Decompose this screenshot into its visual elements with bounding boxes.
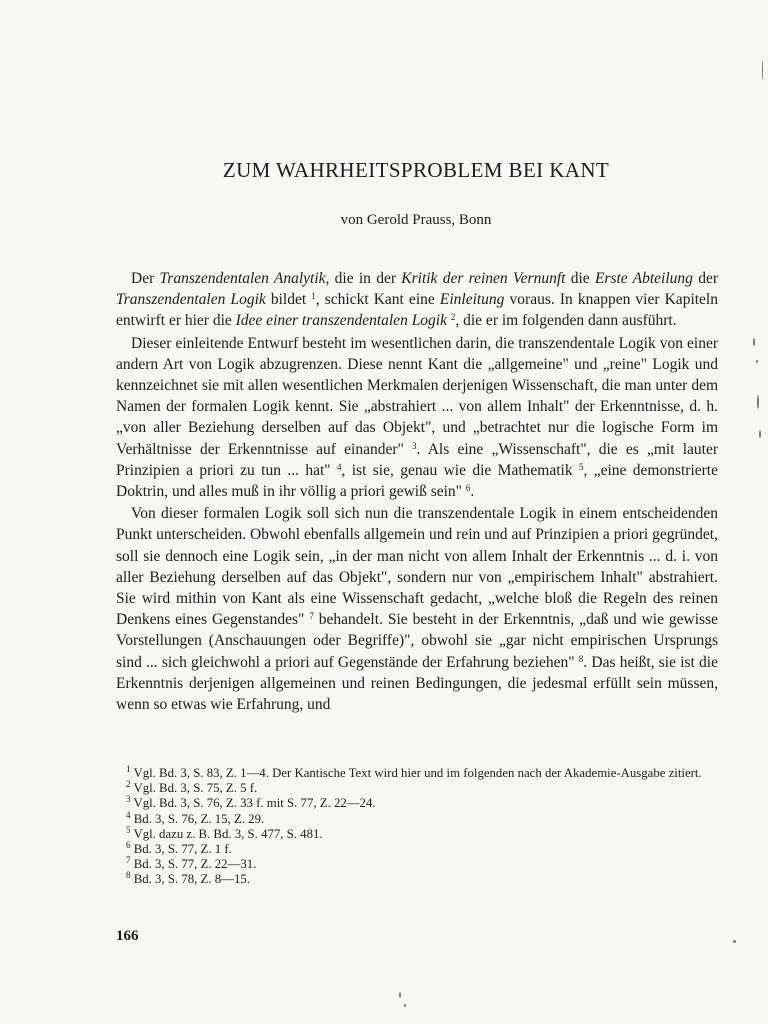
scan-speck [759, 430, 761, 438]
footnote-item [116, 781, 718, 796]
footnote-item [116, 872, 718, 887]
page-number: 166 [116, 928, 139, 944]
scan-speck [762, 60, 763, 80]
footnote-item [116, 857, 718, 872]
footnote-number: 7 [126, 855, 131, 866]
text-run: , die er im folgenden dann ausführt. [455, 312, 677, 330]
footnote-ref: 4 [336, 461, 342, 472]
footnote-ref: 6 [465, 483, 471, 494]
text-run: , ist sie, genau wie die Mathematik [341, 461, 579, 479]
footnote-text: Vgl. dazu z. B. Bd. 3, S. 477, S. 481. [130, 826, 323, 841]
footnote-number: 5 [126, 824, 131, 835]
footnote-number: 1 [126, 764, 131, 774]
footnote-ref: 7 [309, 611, 314, 622]
text-run: Dieser einleitende Entwurf besteht im wesentlichen darin, die transzendentale Logik von einer andern Art von Logik abzugrenzen. Diese nennt Kant die „allgemeine" und „reine" Logik und kennzeichnet sie mit allen wesentlichen Merkmalen derjenigen Wissenschaft, die man unter dem Namen der formalen Logik kennt. Sie „abstrahiert ... von allem Inhalt" der Erkenntnisse, d. h. „von aller Beziehung derselben auf das Objekt", und „betrachtet nur die logische Form im Verhältnisse der Erkenntnisse auf einander" [116, 334, 718, 458]
scan-speck [756, 360, 758, 363]
footnote-ref: 5 [578, 461, 584, 472]
text-run: voraus. In knappen vier Kapiteln entwirft er hier die [116, 291, 718, 330]
italic-text: Transzendentalen Analytik, [159, 270, 330, 287]
italic-text: Einleitung [439, 291, 505, 309]
text-run: der [692, 270, 718, 287]
author-line: von Gerold Prauss, Bonn [340, 212, 492, 228]
footnote-ref: 2 [450, 312, 456, 323]
footnote-ref: 8 [578, 653, 584, 664]
footnote-number: 2 [126, 779, 131, 790]
footnote-item [116, 842, 718, 857]
footnote-text: Bd. 3, S. 77, Z. 22—31. [130, 857, 257, 872]
body-paragraph [116, 268, 718, 332]
text-run: . Als eine „Wissenschaft", die es „mit lauter Prinzipien a priori zu tun ... hat" [116, 440, 718, 479]
footnote-text: Bd. 3, S. 78, Z. 8—15. [130, 872, 250, 887]
scan-speck [753, 338, 755, 346]
footnote-ref: 1 [311, 291, 316, 302]
text-run: , „eine demonstrierte Doktrin, und alles muß in ihr völlig a priori gewiß sein" [116, 461, 718, 501]
body-text [116, 268, 718, 715]
scan-speck [757, 395, 759, 409]
text-run: Der [131, 270, 160, 287]
text-run: bildet [265, 291, 312, 309]
text-run: . Das heißt, sie ist die Erkenntnis derjenigen allgemeinen und reinen Bedingungen, die jedesmal erfüllt sein müssen, wenn so etwas wie Erfahrung, und [116, 653, 718, 714]
footnote-item [116, 824, 718, 842]
text-run: behandelt. Sie besteht in der Erkenntnis, „daß und wie gewisse Vorstellungen (Anschauungen oder Begriffe)", obwohl sie „gar nicht empirischen Ursprungs sind ... sich gleichwohl a priori auf Gegenstände der Erfahrung beziehen" [116, 611, 718, 671]
footnote-text: Vgl. Bd. 3, S. 76, Z. 33 f. mit S. 77, Z. 22—24. [130, 796, 376, 811]
scan-speck [399, 992, 401, 998]
italic-text: Transzendentalen Logik [116, 291, 266, 309]
italic-text: Idee einer transzendentalen Logik [235, 312, 447, 330]
text-run: , schickt Kant eine [315, 291, 440, 309]
footnote-number: 4 [126, 809, 131, 820]
footnote-number: 6 [126, 840, 131, 851]
footnote-ref: 3 [412, 440, 417, 451]
footnote-number: 3 [126, 794, 131, 805]
body-paragraph [116, 503, 718, 715]
footnote-item [116, 796, 718, 811]
body-paragraph [116, 333, 718, 503]
footnote-text: Vgl. Bd. 3, S. 83, Z. 1—4. Der Kantische Text wird hier und im folgenden nach der Akademie-Ausgabe zitiert. [130, 766, 702, 780]
text-run: die in der [329, 270, 402, 287]
article-title: ZUM WAHRHEITSPROBLEM BEI KANT [222, 158, 610, 182]
footnote-text: Vgl. Bd. 3, S. 75, Z. 5 f. [130, 781, 258, 796]
footnote-number: 8 [126, 870, 131, 881]
footnote-text: Bd. 3, S. 77, Z. 1 f. [130, 842, 232, 857]
footnotes [116, 766, 718, 888]
footnote-item [116, 766, 718, 781]
scan-speck [733, 940, 736, 943]
italic-text: Erste Abteilung [594, 270, 693, 287]
footnote-item [116, 809, 718, 827]
text-run: . [470, 483, 475, 501]
text-run: Von dieser formalen Logik soll sich nun die transzendentale Logik in einem entscheidenden Punkt unterscheiden. Obwohl ebenfalls allgemein und rein und auf Prinzipien a priori gegründet, soll sie dennoch eine Logik sein, „in der man nicht von allem Inhalt der Erkenntnis ... d. i. von aller Beziehung derselben auf das Objekt", sondern nur von „empirischem Inhalt" abstrahiert. Sie wird mithin von Kant als eine Wissenschaft gedacht, „welche bloß die Regeln des reinen Denkens eines Gegenstandes" [116, 505, 718, 629]
italic-text: Kritik der reinen Vernunft [401, 270, 566, 287]
text-run: die [565, 270, 595, 287]
scan-speck [404, 1004, 406, 1007]
footnote-text: Bd. 3, S. 76, Z. 15, Z. 29. [130, 811, 265, 826]
